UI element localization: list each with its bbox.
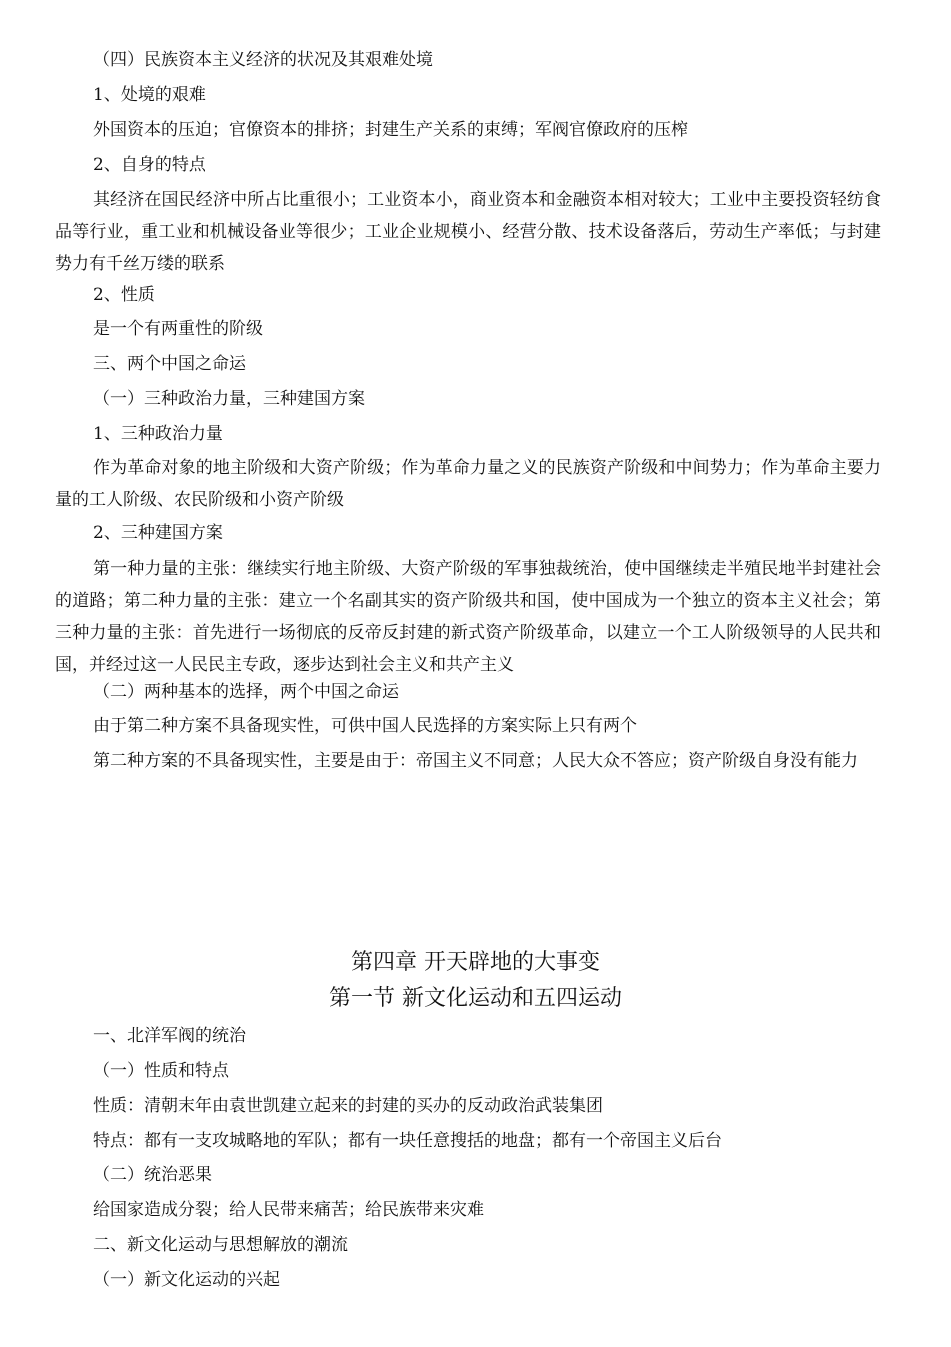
subsection-heading: （四）民族资本主义经济的状况及其艰难处境 (93, 50, 433, 70)
chapter-title: 第四章 开天辟地的大事变 (351, 950, 600, 975)
item-heading: 1、三种政治力量 (93, 424, 223, 444)
subsection-heading: （一）三种政治力量，三种建国方案 (93, 389, 365, 409)
body-line: 给国家造成分裂；给人民带来痛苦；给民族带来灾难 (93, 1200, 484, 1220)
section-heading: 一、北洋军阀的统治 (93, 1026, 246, 1046)
section-heading: 三、两个中国之命运 (93, 354, 246, 374)
item-heading: 2、自身的特点 (93, 155, 206, 175)
item-heading: 2、性质 (93, 285, 155, 305)
body-line: 外国资本的压迫；官僚资本的排挤；封建生产关系的束缚；军阀官僚政府的压榨 (93, 120, 688, 140)
body-line: 性质：清朝末年由袁世凯建立起来的封建的买办的反动政治武装集团 (93, 1096, 603, 1116)
subsection-heading: （二）两种基本的选择，两个中国之命运 (93, 682, 399, 702)
body-line: 由于第二种方案不具备现实性，可供中国人民选择的方案实际上只有两个 (93, 716, 637, 736)
body-paragraph: 其经济在国民经济中所占比重很小；工业资本小，商业资本和金融资本相对较大；工业中主要投资轻纺食品等行业，重工业和机械设备业等很少；工业企业规模小、经营分散、技术设备落后，劳动生产率低；与封建势力有千丝万缕的联系 (55, 190, 881, 274)
body-paragraph: 第一种力量的主张：继续实行地主阶级、大资产阶级的军事独裁统治，使中国继续走半殖民地半封建社会的道路；第二种力量的主张：建立一个名副其实的资产阶级共和国，使中国成为一个独立的资本主义社会；第三种力量的主张：首先进行一场彻底的反帝反封建的新式资产阶级革命，以建立一个工人阶级领导的人民共和国，并经过这一人民民主专政，逐步达到社会主义和共产主义 (55, 559, 881, 675)
body-line: 特点：都有一支攻城略地的军队；都有一块任意搜括的地盘；都有一个帝国主义后台 (93, 1131, 722, 1151)
subsection-heading: （一）新文化运动的兴起 (93, 1270, 280, 1290)
subsection-heading: （二）统治恶果 (93, 1165, 212, 1185)
body-paragraph: 第二种方案的不具备现实性，主要是由于：帝国主义不同意；人民大众不答应；资产阶级自身没有能力 (93, 751, 858, 771)
section-heading: 二、新文化运动与思想解放的潮流 (93, 1235, 348, 1255)
subsection-heading: （一）性质和特点 (93, 1061, 229, 1081)
body-paragraph: 作为革命对象的地主阶级和大资产阶级；作为革命力量之义的民族资产阶级和中间势力；作为革命主要力量的工人阶级、农民阶级和小资产阶级 (55, 458, 881, 510)
item-heading: 2、三种建国方案 (93, 523, 223, 543)
body-line: 是一个有两重性的阶级 (93, 319, 263, 339)
section-title: 第一节 新文化运动和五四运动 (329, 986, 622, 1011)
item-heading: 1、处境的艰难 (93, 85, 206, 105)
